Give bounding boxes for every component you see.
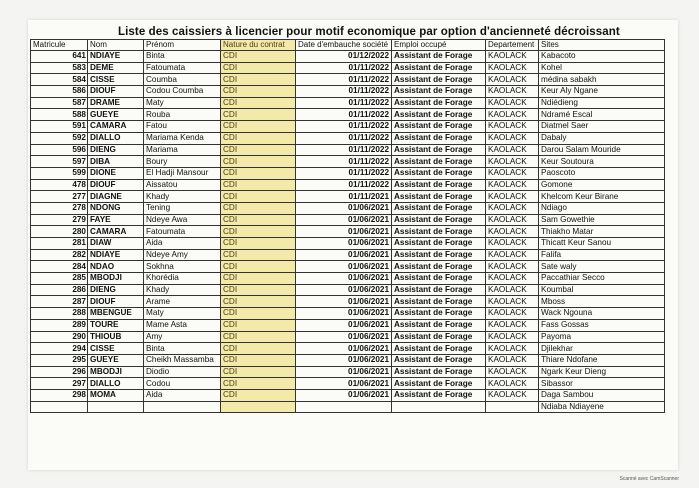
cell-nature-contrat: CDI — [221, 191, 296, 203]
cell-nature-contrat: CDI — [221, 378, 296, 390]
cell-matricule: 592 — [31, 132, 88, 144]
cell-emploi: Assistant de Forage — [392, 296, 486, 308]
cell-prenom: Coumba — [144, 74, 221, 86]
cell-nom: DEME — [88, 62, 144, 74]
cell-site: Ndiédieng — [539, 97, 665, 109]
cell-prenom: Aida — [144, 238, 221, 250]
cell-nom: MBENGUE — [88, 308, 144, 320]
cell-matricule: 290 — [31, 331, 88, 343]
cell-nature-contrat: CDI — [221, 261, 296, 273]
cell-matricule: 279 — [31, 214, 88, 226]
cell-date-embauche: 01/06/2021 — [296, 354, 392, 366]
cell-site: Kohel — [539, 62, 665, 74]
cell-emploi: Assistant de Forage — [392, 121, 486, 133]
cell-prenom: Boury — [144, 156, 221, 168]
cell-nature-contrat: CDI — [221, 167, 296, 179]
cell-nom: NDIAYE — [88, 249, 144, 261]
cell-prenom: Fatoumata — [144, 62, 221, 74]
cell-site: Keur Aly Ngane — [539, 86, 665, 98]
cell-prenom — [144, 401, 221, 413]
cell-site: Ndiago — [539, 202, 665, 214]
cell-emploi: Assistant de Forage — [392, 319, 486, 331]
cell-nature-contrat — [221, 401, 296, 413]
table-row — [31, 238, 665, 250]
cell-nom: NDAO — [88, 261, 144, 273]
table-row — [31, 378, 665, 390]
cell-site: Gomone — [539, 179, 665, 191]
cell-nature-contrat: CDI — [221, 132, 296, 144]
cell-date-embauche: 01/06/2021 — [296, 226, 392, 238]
cell-emploi: Assistant de Forage — [392, 51, 486, 63]
table-row — [31, 308, 665, 320]
cell-site: Daga Sambou — [539, 389, 665, 401]
cell-prenom: Codou Coumba — [144, 86, 221, 98]
cell-site: Ndiaba Ndiayene — [539, 401, 665, 413]
cell-site: Fass Gossas — [539, 319, 665, 331]
cell-matricule: 586 — [31, 86, 88, 98]
table-row — [31, 261, 665, 273]
cell-nature-contrat: CDI — [221, 296, 296, 308]
table-row — [31, 249, 665, 261]
cell-emploi: Assistant de Forage — [392, 191, 486, 203]
cell-matricule: 583 — [31, 62, 88, 74]
cell-nom: DIOUF — [88, 179, 144, 191]
cell-emploi: Assistant de Forage — [392, 97, 486, 109]
cell-date-embauche: 01/06/2021 — [296, 343, 392, 355]
cell-departement: KAOLACK — [486, 378, 539, 390]
cell-site: Ngark Keur Dieng — [539, 366, 665, 378]
cell-date-embauche — [296, 401, 392, 413]
cell-nom: DIBA — [88, 156, 144, 168]
cell-emploi: Assistant de Forage — [392, 109, 486, 121]
cell-matricule: 287 — [31, 296, 88, 308]
cell-prenom: Ndeye Amy — [144, 249, 221, 261]
cell-departement: KAOLACK — [486, 366, 539, 378]
cell-date-embauche: 01/06/2021 — [296, 261, 392, 273]
cell-departement: KAOLACK — [486, 144, 539, 156]
cell-nom: CAMARA — [88, 226, 144, 238]
cell-nature-contrat: CDI — [221, 109, 296, 121]
cell-emploi: Assistant de Forage — [392, 156, 486, 168]
cell-site: Sam Gowethie — [539, 214, 665, 226]
cell-nature-contrat: CDI — [221, 144, 296, 156]
cell-matricule: 588 — [31, 109, 88, 121]
cell-emploi: Assistant de Forage — [392, 308, 486, 320]
cell-date-embauche: 01/06/2021 — [296, 284, 392, 296]
cell-nature-contrat: CDI — [221, 273, 296, 285]
cell-emploi: Assistant de Forage — [392, 331, 486, 343]
cell-date-embauche: 01/11/2022 — [296, 144, 392, 156]
cell-departement: KAOLACK — [486, 343, 539, 355]
cell-emploi: Assistant de Forage — [392, 238, 486, 250]
cell-site: Payoma — [539, 331, 665, 343]
cell-nom: THIOUB — [88, 331, 144, 343]
table-row — [31, 202, 665, 214]
cell-prenom: Binta — [144, 51, 221, 63]
cell-nom: DIENG — [88, 284, 144, 296]
cell-prenom: Mame Asta — [144, 319, 221, 331]
cell-departement: KAOLACK — [486, 389, 539, 401]
cell-emploi: Assistant de Forage — [392, 214, 486, 226]
cell-departement: KAOLACK — [486, 86, 539, 98]
cell-nom: DIAW — [88, 238, 144, 250]
cell-prenom: Sokhna — [144, 261, 221, 273]
cell-nature-contrat: CDI — [221, 51, 296, 63]
cell-emploi: Assistant de Forage — [392, 226, 486, 238]
cell-date-embauche: 01/11/2022 — [296, 109, 392, 121]
cell-date-embauche: 01/11/2022 — [296, 62, 392, 74]
table-row — [31, 179, 665, 191]
cell-matricule: 280 — [31, 226, 88, 238]
cell-date-embauche: 01/11/2022 — [296, 121, 392, 133]
cell-matricule: 596 — [31, 144, 88, 156]
cell-emploi: Assistant de Forage — [392, 74, 486, 86]
cell-prenom: Amy — [144, 331, 221, 343]
cell-date-embauche: 01/06/2021 — [296, 331, 392, 343]
cell-nature-contrat: CDI — [221, 214, 296, 226]
cell-site: Diatmel Saer — [539, 121, 665, 133]
table-row — [31, 214, 665, 226]
cell-nature-contrat: CDI — [221, 366, 296, 378]
cell-nature-contrat: CDI — [221, 121, 296, 133]
table-header-row — [31, 40, 665, 51]
document-title: Liste des caissiers à licencier pour motif economique par option d'ancienneté décroissant — [118, 26, 620, 38]
cell-matricule: 599 — [31, 167, 88, 179]
cell-departement: KAOLACK — [486, 167, 539, 179]
cell-emploi: Assistant de Forage — [392, 167, 486, 179]
cell-date-embauche: 01/06/2021 — [296, 308, 392, 320]
cell-prenom: Fatou — [144, 121, 221, 133]
cell-departement: KAOLACK — [486, 261, 539, 273]
cell-matricule: 641 — [31, 51, 88, 63]
cell-departement: KAOLACK — [486, 331, 539, 343]
header-matricule: Matricule — [31, 40, 88, 51]
cell-prenom: Khady — [144, 191, 221, 203]
cell-prenom: Arame — [144, 296, 221, 308]
cell-nature-contrat: CDI — [221, 331, 296, 343]
cell-nature-contrat: CDI — [221, 354, 296, 366]
table-row — [31, 132, 665, 144]
cell-matricule: 478 — [31, 179, 88, 191]
cell-date-embauche: 01/06/2021 — [296, 366, 392, 378]
cell-site: Thiare Ndofane — [539, 354, 665, 366]
cell-emploi: Assistant de Forage — [392, 132, 486, 144]
cell-departement: KAOLACK — [486, 132, 539, 144]
cell-prenom: Aida — [144, 389, 221, 401]
cell-date-embauche: 01/11/2022 — [296, 74, 392, 86]
cell-departement: KAOLACK — [486, 109, 539, 121]
cell-nature-contrat: CDI — [221, 62, 296, 74]
cell-departement — [486, 401, 539, 413]
cell-nom: FAYE — [88, 214, 144, 226]
cell-prenom: Fatoumata — [144, 226, 221, 238]
cell-nature-contrat: CDI — [221, 179, 296, 191]
cell-departement: KAOLACK — [486, 308, 539, 320]
cell-matricule: 294 — [31, 343, 88, 355]
cell-matricule: 286 — [31, 284, 88, 296]
cell-nature-contrat: CDI — [221, 308, 296, 320]
cell-departement: KAOLACK — [486, 319, 539, 331]
cell-site: Keur Soutoura — [539, 156, 665, 168]
cell-date-embauche: 01/06/2021 — [296, 273, 392, 285]
cell-nature-contrat: CDI — [221, 226, 296, 238]
cell-prenom: Cheikh Massamba — [144, 354, 221, 366]
cell-nature-contrat: CDI — [221, 389, 296, 401]
cell-emploi: Assistant de Forage — [392, 179, 486, 191]
cell-nature-contrat: CDI — [221, 238, 296, 250]
cell-emploi: Assistant de Forage — [392, 354, 486, 366]
employee-table — [30, 39, 665, 413]
cell-date-embauche: 01/06/2021 — [296, 389, 392, 401]
header-nature-contrat: Nature du contrat — [221, 40, 296, 51]
cell-site: médina sabakh — [539, 74, 665, 86]
cell-nature-contrat: CDI — [221, 202, 296, 214]
cell-date-embauche: 01/11/2022 — [296, 156, 392, 168]
table-row — [31, 97, 665, 109]
cell-nature-contrat: CDI — [221, 249, 296, 261]
cell-site: Koumbal — [539, 284, 665, 296]
cell-date-embauche: 01/11/2022 — [296, 97, 392, 109]
cell-matricule: 282 — [31, 249, 88, 261]
cell-matricule: 288 — [31, 308, 88, 320]
table-row — [31, 401, 665, 413]
cell-matricule: 281 — [31, 238, 88, 250]
cell-nom: DIAGNE — [88, 191, 144, 203]
table-row — [31, 86, 665, 98]
cell-prenom: Khady — [144, 284, 221, 296]
table-row — [31, 273, 665, 285]
cell-matricule: 584 — [31, 74, 88, 86]
cell-departement: KAOLACK — [486, 121, 539, 133]
cell-site: Thicatt Keur Sanou — [539, 238, 665, 250]
table-row — [31, 109, 665, 121]
cell-nom: DIENG — [88, 144, 144, 156]
cell-date-embauche: 01/11/2022 — [296, 86, 392, 98]
cell-nom: MOMA — [88, 389, 144, 401]
cell-prenom: Codou — [144, 378, 221, 390]
cell-emploi: Assistant de Forage — [392, 62, 486, 74]
cell-departement: KAOLACK — [486, 238, 539, 250]
cell-nom: DIOUF — [88, 86, 144, 98]
cell-emploi: Assistant de Forage — [392, 366, 486, 378]
cell-nom: TOURE — [88, 319, 144, 331]
cell-nom: MBODJI — [88, 273, 144, 285]
cell-nom: DIONE — [88, 167, 144, 179]
cell-nature-contrat: CDI — [221, 156, 296, 168]
cell-prenom: Ndeye Awa — [144, 214, 221, 226]
cell-nom: NDONG — [88, 202, 144, 214]
cell-nom: GUEYE — [88, 354, 144, 366]
cell-emploi: Assistant de Forage — [392, 249, 486, 261]
cell-matricule: 285 — [31, 273, 88, 285]
cell-emploi: Assistant de Forage — [392, 202, 486, 214]
cell-departement: KAOLACK — [486, 214, 539, 226]
cell-prenom: Binta — [144, 343, 221, 355]
cell-matricule: 295 — [31, 354, 88, 366]
cell-site: Paccathiar Secco — [539, 273, 665, 285]
cell-emploi: Assistant de Forage — [392, 284, 486, 296]
cell-emploi: Assistant de Forage — [392, 389, 486, 401]
cell-emploi: Assistant de Forage — [392, 86, 486, 98]
cell-departement: KAOLACK — [486, 51, 539, 63]
cell-matricule: 289 — [31, 319, 88, 331]
cell-date-embauche: 01/06/2021 — [296, 202, 392, 214]
table-row — [31, 144, 665, 156]
cell-prenom: Tening — [144, 202, 221, 214]
table-row — [31, 167, 665, 179]
cell-matricule — [31, 401, 88, 413]
cell-nom: GUEYE — [88, 109, 144, 121]
table-row — [31, 191, 665, 203]
cell-matricule: 296 — [31, 366, 88, 378]
cell-site: Sate waly — [539, 261, 665, 273]
header-emploi: Emploi occupé — [392, 40, 486, 51]
table-row — [31, 354, 665, 366]
cell-site: Khelcom Keur Birane — [539, 191, 665, 203]
cell-date-embauche: 01/06/2021 — [296, 238, 392, 250]
cell-nom: MBODJI — [88, 366, 144, 378]
cell-site: Djilekhar — [539, 343, 665, 355]
cell-departement: KAOLACK — [486, 179, 539, 191]
cell-nom: CISSE — [88, 343, 144, 355]
cell-site: Darou Salam Mouride — [539, 144, 665, 156]
cell-matricule: 278 — [31, 202, 88, 214]
scanner-footer: Scanné avec CamScanner — [619, 476, 679, 482]
cell-date-embauche: 01/11/2022 — [296, 132, 392, 144]
cell-prenom: El Hadji Mansour — [144, 167, 221, 179]
table-row — [31, 74, 665, 86]
cell-nature-contrat: CDI — [221, 343, 296, 355]
cell-nature-contrat: CDI — [221, 74, 296, 86]
cell-nom: DRAME — [88, 97, 144, 109]
cell-nature-contrat: CDI — [221, 284, 296, 296]
cell-departement: KAOLACK — [486, 191, 539, 203]
cell-matricule: 277 — [31, 191, 88, 203]
cell-site: Mboss — [539, 296, 665, 308]
cell-matricule: 597 — [31, 156, 88, 168]
cell-prenom: Maty — [144, 308, 221, 320]
cell-prenom: Maty — [144, 97, 221, 109]
cell-prenom: Mariama Kenda — [144, 132, 221, 144]
cell-departement: KAOLACK — [486, 273, 539, 285]
header-nom: Nom — [88, 40, 144, 51]
cell-emploi: Assistant de Forage — [392, 343, 486, 355]
table-row — [31, 121, 665, 133]
cell-emploi: Assistant de Forage — [392, 144, 486, 156]
cell-date-embauche: 01/06/2021 — [296, 249, 392, 261]
table-row — [31, 296, 665, 308]
cell-departement: KAOLACK — [486, 354, 539, 366]
cell-emploi: Assistant de Forage — [392, 273, 486, 285]
cell-site: Ndramé Escal — [539, 109, 665, 121]
cell-prenom: Khorédia — [144, 273, 221, 285]
cell-date-embauche: 01/06/2021 — [296, 319, 392, 331]
cell-prenom: Rouba — [144, 109, 221, 121]
cell-nom: CISSE — [88, 74, 144, 86]
cell-matricule: 298 — [31, 389, 88, 401]
cell-matricule: 297 — [31, 378, 88, 390]
cell-site: Wack Ngouna — [539, 308, 665, 320]
table-row — [31, 226, 665, 238]
cell-date-embauche: 01/12/2022 — [296, 51, 392, 63]
cell-departement: KAOLACK — [486, 249, 539, 261]
cell-departement: KAOLACK — [486, 74, 539, 86]
cell-nom: DIOUF — [88, 296, 144, 308]
cell-departement: KAOLACK — [486, 62, 539, 74]
header-prenom: Prénom — [144, 40, 221, 51]
cell-date-embauche: 01/11/2022 — [296, 179, 392, 191]
table-row — [31, 366, 665, 378]
cell-site: Thiakho Matar — [539, 226, 665, 238]
table-row — [31, 284, 665, 296]
cell-departement: KAOLACK — [486, 226, 539, 238]
header-departement: Departement — [486, 40, 539, 51]
cell-prenom: Aissatou — [144, 179, 221, 191]
cell-prenom: Mariama — [144, 144, 221, 156]
cell-date-embauche: 01/11/2021 — [296, 191, 392, 203]
cell-emploi: Assistant de Forage — [392, 261, 486, 273]
cell-nature-contrat: CDI — [221, 97, 296, 109]
cell-date-embauche: 01/11/2022 — [296, 167, 392, 179]
header-sites: Sites — [539, 40, 665, 51]
table-row — [31, 343, 665, 355]
cell-departement: KAOLACK — [486, 296, 539, 308]
header-date-embauche: Date d'embauche société — [296, 40, 392, 51]
cell-date-embauche: 01/06/2021 — [296, 378, 392, 390]
cell-emploi — [392, 401, 486, 413]
cell-prenom: Diodio — [144, 366, 221, 378]
cell-matricule: 587 — [31, 97, 88, 109]
cell-site: Kabacoto — [539, 51, 665, 63]
cell-date-embauche: 01/06/2021 — [296, 214, 392, 226]
cell-date-embauche: 01/06/2021 — [296, 296, 392, 308]
cell-site: Paoscoto — [539, 167, 665, 179]
table-row — [31, 389, 665, 401]
cell-nom: DIALLO — [88, 378, 144, 390]
cell-site: Dabaly — [539, 132, 665, 144]
cell-nom: DIALLO — [88, 132, 144, 144]
cell-nom — [88, 401, 144, 413]
cell-nom: NDIAYE — [88, 51, 144, 63]
cell-matricule: 591 — [31, 121, 88, 133]
cell-emploi: Assistant de Forage — [392, 378, 486, 390]
cell-nature-contrat: CDI — [221, 319, 296, 331]
cell-departement: KAOLACK — [486, 202, 539, 214]
cell-departement: KAOLACK — [486, 156, 539, 168]
cell-departement: KAOLACK — [486, 97, 539, 109]
table-row — [31, 331, 665, 343]
cell-nature-contrat: CDI — [221, 86, 296, 98]
cell-nom: CAMARA — [88, 121, 144, 133]
cell-site: Falifa — [539, 249, 665, 261]
cell-matricule: 284 — [31, 261, 88, 273]
cell-site: Sibassor — [539, 378, 665, 390]
table-row — [31, 156, 665, 168]
table-row — [31, 62, 665, 74]
table-row — [31, 319, 665, 331]
cell-departement: KAOLACK — [486, 284, 539, 296]
table-row — [31, 51, 665, 63]
